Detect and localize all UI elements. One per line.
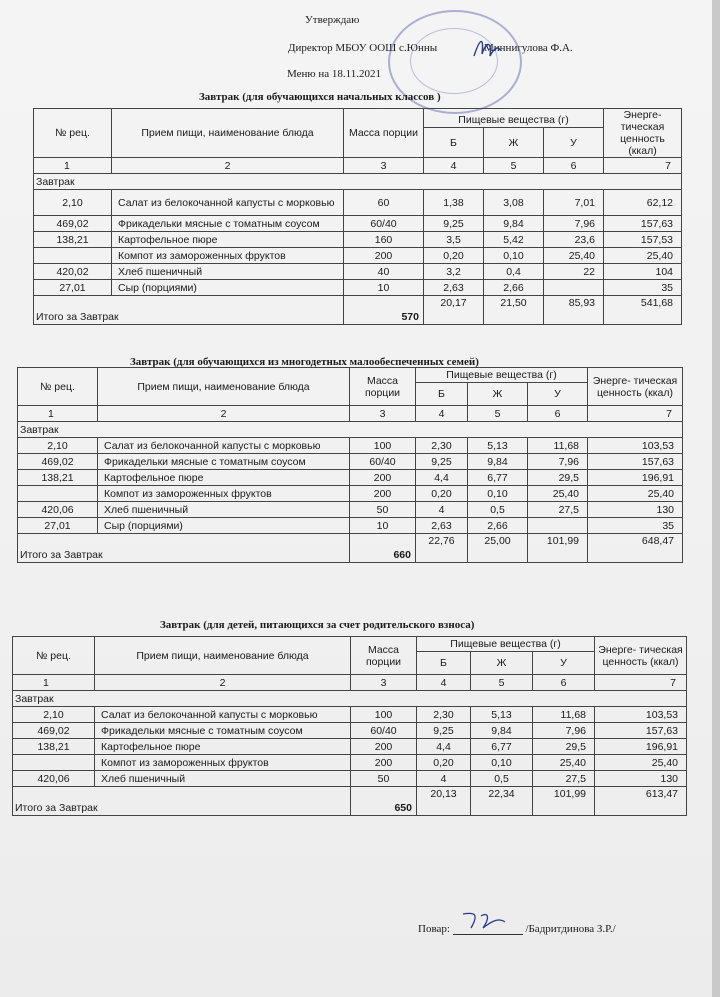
table-row xyxy=(18,518,683,534)
col-nutrients: Пищевые вещества (г) xyxy=(424,109,604,128)
protein-value: 0,20 xyxy=(417,755,471,771)
portion-mass: 200 xyxy=(351,755,417,771)
portion-mass: 60/40 xyxy=(344,216,424,232)
column-index: 7 xyxy=(595,675,687,691)
protein-value: 2,63 xyxy=(424,280,484,296)
column-index-row xyxy=(18,406,683,422)
protein-value: 1,38 xyxy=(424,190,484,216)
energy-value: 157,53 xyxy=(604,232,682,248)
fat-value: 2,66 xyxy=(468,518,528,534)
table-row xyxy=(13,707,687,723)
table-3-caption: Завтрак (для детей, питающихся за счет родительского взноса) xyxy=(160,619,475,631)
energy-value: 25,40 xyxy=(588,486,683,502)
col-nutrients: Пищевые вещества (г) xyxy=(417,637,595,652)
protein-value: 3,2 xyxy=(424,264,484,280)
portion-mass: 100 xyxy=(351,707,417,723)
fat-value: 6,77 xyxy=(471,739,533,755)
column-index: 6 xyxy=(528,406,588,422)
carb-value: 25,40 xyxy=(528,486,588,502)
cook-signature xyxy=(453,920,523,935)
dish-name: Салат из белокочанной капусты с морковью xyxy=(95,707,351,723)
dish-name: Салат из белокочанной капусты с морковью xyxy=(112,190,344,216)
carb-value: 29,5 xyxy=(533,739,595,755)
col-dish-name: Прием пищи, наименование блюда xyxy=(112,109,344,158)
dish-name: Салат из белокочанной капусты с морковью xyxy=(98,438,350,454)
col-energy-value: Энерге- тическая ценность (ккал) xyxy=(604,109,682,158)
menu-date: Меню на 18.11.2021 xyxy=(287,68,381,80)
recipe-number xyxy=(13,755,95,771)
table-row xyxy=(34,190,682,216)
energy-value: 25,40 xyxy=(604,248,682,264)
recipe-number: 138,21 xyxy=(18,470,98,486)
approve-label: Утверждаю xyxy=(305,14,360,26)
dish-name: Картофельное пюре xyxy=(112,232,344,248)
carb-value: 11,68 xyxy=(533,707,595,723)
table-row xyxy=(13,723,687,739)
dish-name: Фрикадельки мясные с томатным соусом xyxy=(95,723,351,739)
dish-name: Картофельное пюре xyxy=(95,739,351,755)
fat-value: 6,77 xyxy=(468,470,528,486)
recipe-number: 138,21 xyxy=(34,232,112,248)
col-b: Б xyxy=(416,383,468,406)
carb-value: 7,96 xyxy=(544,216,604,232)
recipe-number: 2,10 xyxy=(34,190,112,216)
table-row xyxy=(18,438,683,454)
total-label: Итого за Завтрак xyxy=(13,787,351,816)
total-carbs: 85,93 xyxy=(544,296,604,325)
col-portion-mass: Масса порции xyxy=(351,637,417,675)
dish-name: Компот из замороженных фруктов xyxy=(95,755,351,771)
total-row xyxy=(13,787,687,816)
protein-value: 4,4 xyxy=(416,470,468,486)
col-u: У xyxy=(528,383,588,406)
carb-value: 22 xyxy=(544,264,604,280)
protein-value: 0,20 xyxy=(424,248,484,264)
col-energy-value: Энерге- тическая ценность (ккал) xyxy=(595,637,687,675)
section-label: Завтрак xyxy=(13,691,687,707)
carb-value xyxy=(544,280,604,296)
col-recipe-number: № рец. xyxy=(34,109,112,158)
table-header-row xyxy=(18,368,683,383)
table-row xyxy=(13,771,687,787)
column-index: 7 xyxy=(588,406,683,422)
total-row xyxy=(34,296,682,325)
portion-mass: 60/40 xyxy=(350,454,416,470)
table-row xyxy=(18,486,683,502)
dish-name: Фрикадельки мясные с томатным соусом xyxy=(98,454,350,470)
carb-value: 7,96 xyxy=(533,723,595,739)
table-header-row xyxy=(13,637,687,652)
portion-mass: 50 xyxy=(350,502,416,518)
portion-mass: 160 xyxy=(344,232,424,248)
portion-mass: 10 xyxy=(350,518,416,534)
recipe-number xyxy=(18,486,98,502)
energy-value: 62,12 xyxy=(604,190,682,216)
section-label: Завтрак xyxy=(34,174,682,190)
energy-value: 196,91 xyxy=(595,739,687,755)
protein-value: 9,25 xyxy=(416,454,468,470)
fat-value: 0,5 xyxy=(468,502,528,518)
portion-mass: 60 xyxy=(344,190,424,216)
column-index: 3 xyxy=(344,158,424,174)
dish-name: Картофельное пюре xyxy=(98,470,350,486)
col-portion-mass: Масса порции xyxy=(350,368,416,406)
protein-value: 2,30 xyxy=(416,438,468,454)
column-index: 1 xyxy=(18,406,98,422)
fat-value: 0,10 xyxy=(468,486,528,502)
column-index: 2 xyxy=(95,675,351,691)
col-dish-name: Прием пищи, наименование блюда xyxy=(95,637,351,675)
col-dish-name: Прием пищи, наименование блюда xyxy=(98,368,350,406)
carb-value: 7,01 xyxy=(544,190,604,216)
total-fat: 21,50 xyxy=(484,296,544,325)
energy-value: 25,40 xyxy=(595,755,687,771)
dish-name: Хлеб пшеничный xyxy=(112,264,344,280)
total-protein: 22,76 xyxy=(416,534,468,563)
col-nutrients: Пищевые вещества (г) xyxy=(416,368,588,383)
col-u: У xyxy=(533,652,595,675)
carb-value: 25,40 xyxy=(544,248,604,264)
column-index: 4 xyxy=(417,675,471,691)
energy-value: 104 xyxy=(604,264,682,280)
recipe-number: 420,02 xyxy=(34,264,112,280)
energy-value: 157,63 xyxy=(588,454,683,470)
col-portion-mass: Масса порции xyxy=(344,109,424,158)
director-title: Директор МБОУ ООШ с.Юнны xyxy=(288,42,438,54)
carb-value: 27,5 xyxy=(528,502,588,518)
fat-value: 0,10 xyxy=(484,248,544,264)
energy-value: 130 xyxy=(588,502,683,518)
carb-value: 29,5 xyxy=(528,470,588,486)
recipe-number: 420,06 xyxy=(18,502,98,518)
carb-value: 27,5 xyxy=(533,771,595,787)
cook-signature-scribble xyxy=(453,910,523,932)
protein-value: 9,25 xyxy=(424,216,484,232)
recipe-number: 138,21 xyxy=(13,739,95,755)
column-index: 7 xyxy=(604,158,682,174)
protein-value: 3,5 xyxy=(424,232,484,248)
director-name: Миннигулова Ф.А. xyxy=(484,42,573,54)
menu-table-large-families xyxy=(17,367,683,563)
carb-value: 25,40 xyxy=(533,755,595,771)
recipe-number: 2,10 xyxy=(13,707,95,723)
recipe-number: 469,02 xyxy=(13,723,95,739)
total-protein: 20,17 xyxy=(424,296,484,325)
protein-value: 0,20 xyxy=(416,486,468,502)
column-index: 4 xyxy=(424,158,484,174)
energy-value: 130 xyxy=(595,771,687,787)
section-row xyxy=(13,691,687,707)
carb-value: 7,96 xyxy=(528,454,588,470)
page-edge xyxy=(712,0,720,997)
col-recipe-number: № рец. xyxy=(13,637,95,675)
table-header-row xyxy=(34,109,682,128)
portion-mass: 10 xyxy=(344,280,424,296)
energy-value: 103,53 xyxy=(588,438,683,454)
column-index: 5 xyxy=(468,406,528,422)
column-index: 2 xyxy=(112,158,344,174)
table-row xyxy=(34,232,682,248)
total-mass: 570 xyxy=(344,296,424,325)
total-protein: 20,13 xyxy=(417,787,471,816)
menu-table-primary xyxy=(33,108,682,325)
total-mass: 650 xyxy=(351,787,417,816)
column-index: 3 xyxy=(350,406,416,422)
fat-value: 9,84 xyxy=(484,216,544,232)
recipe-number: 27,01 xyxy=(34,280,112,296)
fat-value: 0,10 xyxy=(471,755,533,771)
recipe-number: 469,02 xyxy=(18,454,98,470)
portion-mass: 40 xyxy=(344,264,424,280)
section-label: Завтрак xyxy=(18,422,683,438)
total-energy: 613,47 xyxy=(595,787,687,816)
fat-value: 0,5 xyxy=(471,771,533,787)
column-index: 5 xyxy=(484,158,544,174)
dish-name: Хлеб пшеничный xyxy=(98,502,350,518)
column-index: 6 xyxy=(544,158,604,174)
protein-value: 4,4 xyxy=(417,739,471,755)
column-index-row xyxy=(13,675,687,691)
column-index-row xyxy=(34,158,682,174)
col-u: У xyxy=(544,128,604,158)
carb-value xyxy=(528,518,588,534)
portion-mass: 200 xyxy=(350,470,416,486)
dish-name: Сыр (порциями) xyxy=(98,518,350,534)
total-label: Итого за Завтрак xyxy=(34,296,344,325)
fat-value: 5,42 xyxy=(484,232,544,248)
col-b: Б xyxy=(424,128,484,158)
carb-value: 11,68 xyxy=(528,438,588,454)
column-index: 1 xyxy=(13,675,95,691)
portion-mass: 200 xyxy=(344,248,424,264)
total-energy: 541,68 xyxy=(604,296,682,325)
table-row xyxy=(34,248,682,264)
column-index: 3 xyxy=(351,675,417,691)
col-zh: Ж xyxy=(484,128,544,158)
table-row xyxy=(18,502,683,518)
table-row xyxy=(34,264,682,280)
col-zh: Ж xyxy=(468,383,528,406)
recipe-number: 420,06 xyxy=(13,771,95,787)
column-index: 1 xyxy=(34,158,112,174)
table-row xyxy=(13,755,687,771)
menu-table-parent-paid xyxy=(12,636,687,816)
protein-value: 2,30 xyxy=(417,707,471,723)
total-energy: 648,47 xyxy=(588,534,683,563)
table-2-caption: Завтрак (для обучающихся из многодетных малообеспеченных семей) xyxy=(130,356,479,368)
total-fat: 22,34 xyxy=(471,787,533,816)
energy-value: 196,91 xyxy=(588,470,683,486)
column-index: 4 xyxy=(416,406,468,422)
fat-value: 0,4 xyxy=(484,264,544,280)
total-label: Итого за Завтрак xyxy=(18,534,350,563)
table-row xyxy=(18,454,683,470)
dish-name: Сыр (порциями) xyxy=(112,280,344,296)
section-row xyxy=(18,422,683,438)
cook-signature-line xyxy=(418,920,616,935)
table-row xyxy=(34,280,682,296)
recipe-number: 27,01 xyxy=(18,518,98,534)
total-carbs: 101,99 xyxy=(528,534,588,563)
energy-value: 157,63 xyxy=(604,216,682,232)
protein-value: 4 xyxy=(417,771,471,787)
col-recipe-number: № рец. xyxy=(18,368,98,406)
section-row xyxy=(34,174,682,190)
energy-value: 157,63 xyxy=(595,723,687,739)
portion-mass: 200 xyxy=(351,739,417,755)
energy-value: 35 xyxy=(588,518,683,534)
portion-mass: 100 xyxy=(350,438,416,454)
table-row xyxy=(34,216,682,232)
carb-value: 23,6 xyxy=(544,232,604,248)
fat-value: 5,13 xyxy=(471,707,533,723)
total-row xyxy=(18,534,683,563)
recipe-number: 2,10 xyxy=(18,438,98,454)
recipe-number: 469,02 xyxy=(34,216,112,232)
total-mass: 660 xyxy=(350,534,416,563)
energy-value: 35 xyxy=(604,280,682,296)
total-fat: 25,00 xyxy=(468,534,528,563)
cook-name: /Бадритдинова З.Р./ xyxy=(525,923,616,935)
cook-label: Повар: xyxy=(418,923,450,935)
column-index: 2 xyxy=(98,406,350,422)
protein-value: 4 xyxy=(416,502,468,518)
fat-value: 5,13 xyxy=(468,438,528,454)
director-signature xyxy=(470,34,504,62)
protein-value: 2,63 xyxy=(416,518,468,534)
dish-name: Хлеб пшеничный xyxy=(95,771,351,787)
table-1-caption: Завтрак (для обучающихся начальных классов ) xyxy=(199,91,441,103)
dish-name: Фрикадельки мясные с томатным соусом xyxy=(112,216,344,232)
total-carbs: 101,99 xyxy=(533,787,595,816)
portion-mass: 50 xyxy=(351,771,417,787)
recipe-number xyxy=(34,248,112,264)
col-energy-value: Энерге- тическая ценность (ккал) xyxy=(588,368,683,406)
col-b: Б xyxy=(417,652,471,675)
table-row xyxy=(13,739,687,755)
fat-value: 9,84 xyxy=(471,723,533,739)
fat-value: 9,84 xyxy=(468,454,528,470)
fat-value: 2,66 xyxy=(484,280,544,296)
column-index: 5 xyxy=(471,675,533,691)
col-zh: Ж xyxy=(471,652,533,675)
dish-name: Компот из замороженных фруктов xyxy=(112,248,344,264)
protein-value: 9,25 xyxy=(417,723,471,739)
portion-mass: 200 xyxy=(350,486,416,502)
portion-mass: 60/40 xyxy=(351,723,417,739)
energy-value: 103,53 xyxy=(595,707,687,723)
dish-name: Компот из замороженных фруктов xyxy=(98,486,350,502)
table-row xyxy=(18,470,683,486)
fat-value: 3,08 xyxy=(484,190,544,216)
column-index: 6 xyxy=(533,675,595,691)
